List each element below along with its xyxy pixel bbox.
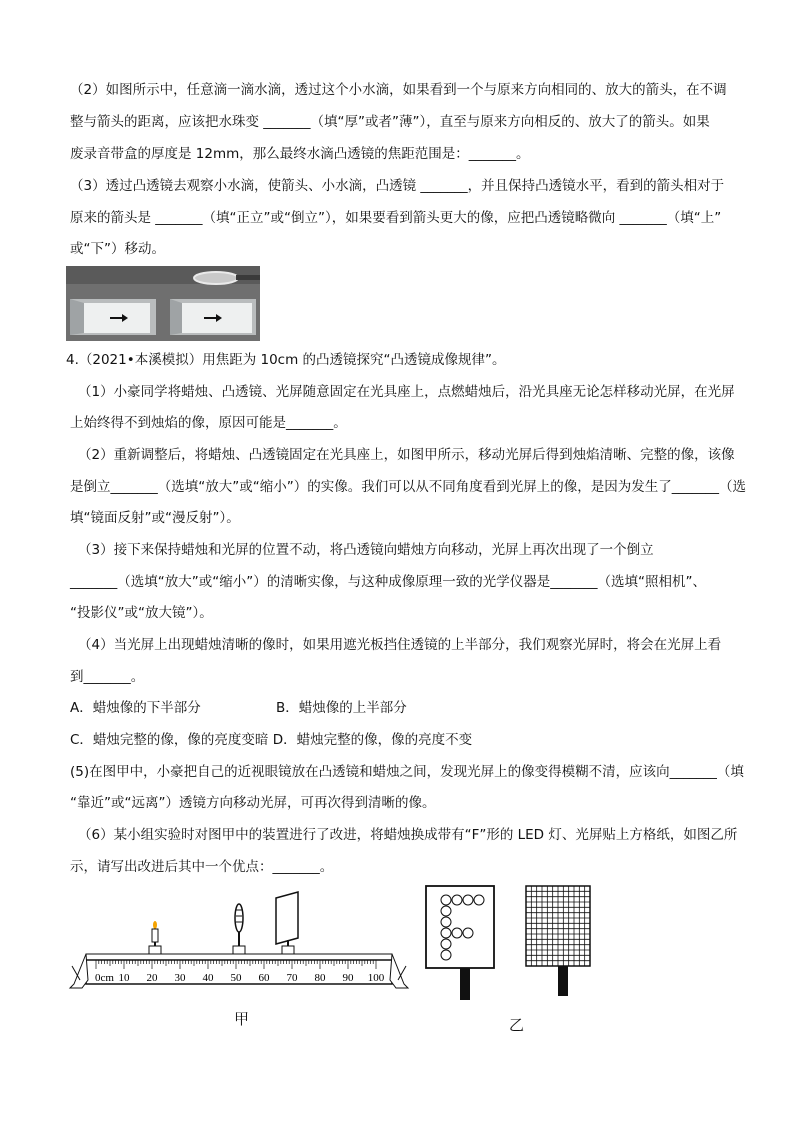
text-line: （2）重新调整后，将蜡烛、凸透镜固定在光具座上，如图甲所示，移动光屏后得到烛焰清晰、完整的像，该像: [78, 447, 735, 463]
text-line: “靠近”或“远离”）透镜方向移动光屏，可再次得到清晰的像。: [70, 795, 436, 811]
text-line: （3）透过凸透镜去观察小水滴，使箭头、小水滴，凸透镜 _______，并且保持凸透镜水平，看到的箭头相对于: [70, 178, 725, 194]
text-line: 上始终得不到烛焰的像，原因可能是_______。: [70, 415, 347, 431]
text-line: 废录音带盒的厚度是 12mm，那么最终水滴凸透镜的焦距范围是：_______。: [70, 146, 530, 162]
led-dot: [441, 928, 451, 938]
text-line: （3）接下来保持蜡烛和光屏的位置不动，将凸透镜向蜡烛方向移动，光屏上再次出现了一个倒立: [78, 542, 654, 558]
led-grid-figure: [424, 884, 594, 1004]
ruler-label: 70: [286, 972, 298, 984]
ruler-label: 30: [174, 972, 186, 984]
ruler-label: 50: [230, 972, 242, 984]
ruler-label: 0cm: [95, 972, 114, 984]
option-b: B．蜡烛像的上半部分: [276, 700, 407, 716]
screen-stand: [558, 966, 568, 996]
question-4-title: 4.（2021•本溪模拟）用焦距为 10cm 的凸透镜探究“凸透镜成像规律”。: [66, 352, 506, 368]
text-line: 或“下”）移动。: [70, 241, 165, 257]
text-line: 原来的箭头是 _______（填“正立”或“倒立”），如果要看到箭头更大的像，应把凸透镜略微向 _______（填“上”: [70, 210, 722, 226]
caption-jia: 甲: [234, 1010, 250, 1028]
text-line: “投影仪”或“放大镜”）。: [70, 605, 213, 621]
ruler-label: 60: [258, 972, 270, 984]
text-line: 到_______。: [70, 669, 145, 685]
ruler-label: 20: [146, 972, 158, 984]
option-a: A．蜡烛像的下半部分: [70, 700, 201, 716]
led-dot: [463, 928, 473, 938]
led-dot: [441, 939, 451, 949]
led-dot: [463, 895, 473, 905]
led-dot: [452, 928, 462, 938]
options-c-d: C．蜡烛完整的像，像的亮度变暗 D．蜡烛完整的像，像的亮度不变: [70, 732, 473, 748]
ruler-label: 100: [367, 972, 385, 984]
ruler-label: 40: [202, 972, 214, 984]
text-line: 填“镜面反射”或“漫反射”）。: [70, 510, 240, 526]
text-line: （4）当光屏上出现蜡烛清晰的像时，如果用遮光板挡住透镜的上半部分，我们观察光屏时，将会在光屏上看: [78, 637, 722, 653]
ruler-label: 80: [314, 972, 326, 984]
text-line: （1）小豪同学将蜡烛、凸透镜、光屏随意固定在光具座上，点燃蜡烛后，沿光具座无论怎样移动光屏，在光屏: [78, 384, 735, 400]
optical-bench-figure: [66, 888, 412, 1000]
text-line: 示，请写出改进后其中一个优点：_______。: [70, 859, 334, 875]
text-line: _______（选填“放大”或“缩小”）的清晰实像，与这种成像原理一致的光学仪器是_______（选填“照相机”、: [70, 574, 706, 590]
caption-yi: 乙: [509, 1016, 525, 1034]
led-dot: [441, 917, 451, 927]
led-dot: [474, 895, 484, 905]
ruler-label: 90: [342, 972, 354, 984]
led-dot: [441, 950, 451, 960]
led-stand: [460, 968, 470, 1000]
text-line: 是倒立_______（选填“放大”或“缩小”）的实像。我们可以从不同角度看到光屏上的像，是因为发生了_______（选: [70, 479, 746, 495]
ruler-label: 10: [118, 972, 130, 984]
led-dot: [452, 895, 462, 905]
led-dot: [441, 895, 451, 905]
led-dot: [441, 906, 451, 916]
text-line: (5)在图甲中，小豪把自己的近视眼镜放在凸透镜和蜡烛之间，发现光屏上的像变得模糊不清，应该向_______（填: [70, 764, 744, 780]
arrow-water-drop-photo: [66, 266, 260, 341]
text-line: （6）某小组实验时对图甲中的装置进行了改进，将蜡烛换成带有“F”形的 LED 灯、光屏贴上方格纸，如图乙所: [78, 827, 738, 843]
text-line: 整与箭头的距离，应该把水珠变 _______（填“厚”或者”薄”），直至与原来方向相反的、放大了的箭头。如果: [70, 114, 710, 130]
text-line: （2）如图所示中，任意滴一滴水滴，透过这个小水滴，如果看到一个与原来方向相同的、放大的箭头，在不调: [70, 82, 727, 98]
